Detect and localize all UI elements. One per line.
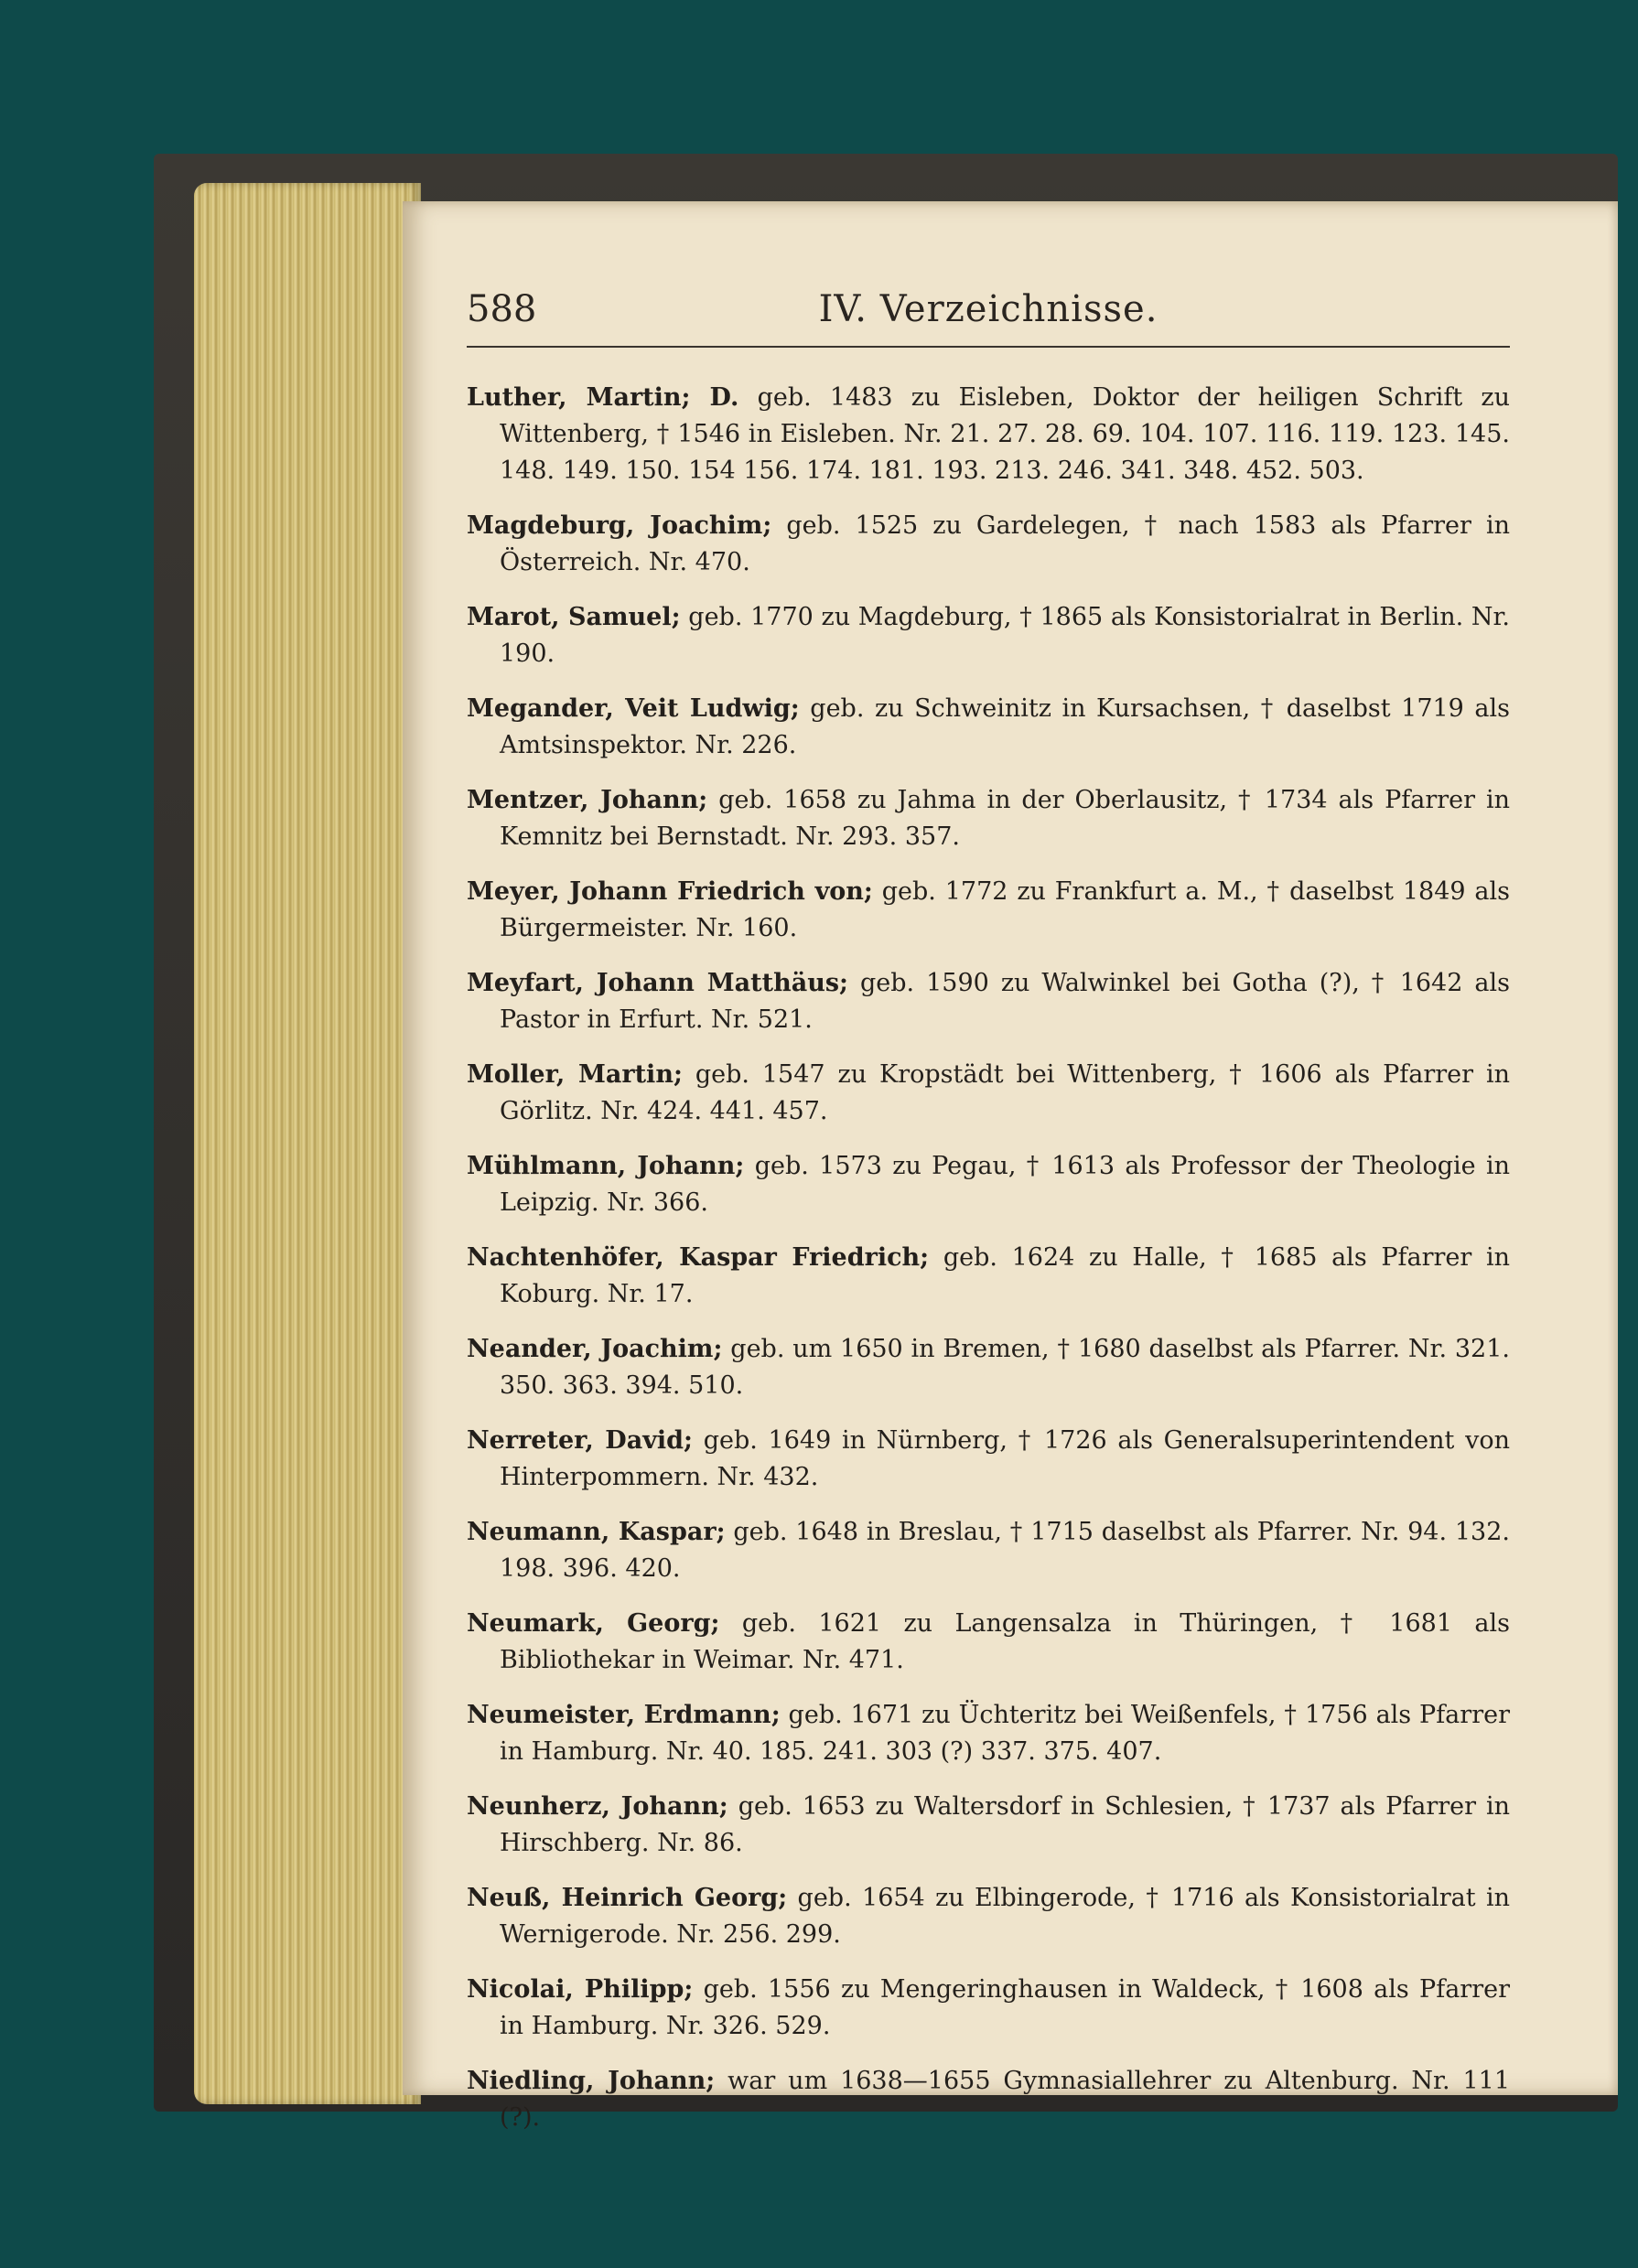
entry-text: geb. 1590 zu Walwinkel bei Gotha (?), † 1642 als Pastor in Erfurt. Nr. 521. xyxy=(500,969,1510,1034)
entry-text: geb. um 1650 in Bremen, † 1680 daselbst als Pfarrer. Nr. 321. 350. 363. 394. 510. xyxy=(500,1335,1510,1400)
entry-name: Neumann, Kaspar; xyxy=(467,1518,726,1546)
entry-text: geb. 1671 zu Üchteritz bei Weißenfels, † 1756 als Pfarrer in Hamburg. Nr. 40. 185. 241. 303 (?) 337. 375. 407. xyxy=(500,1701,1510,1766)
header-rule xyxy=(467,346,1510,348)
list-item xyxy=(467,1514,1510,1587)
list-item xyxy=(467,1880,1510,1953)
entry-text: geb. 1525 zu Gardelegen, † nach 1583 als Pfarrer in Österreich. Nr. 470. xyxy=(500,511,1510,576)
entry-name: Mentzer, Johann; xyxy=(467,786,708,814)
running-head: IV. Verzeichnisse. xyxy=(818,288,1158,330)
list-item xyxy=(467,599,1510,672)
list-item xyxy=(467,1606,1510,1679)
entry-name: Nachtenhöfer, Kaspar Friedrich; xyxy=(467,1243,930,1272)
entry-text: geb. 1654 zu Elbingerode, † 1716 als Konsistorialrat in Wernigerode. Nr. 256. 299. xyxy=(500,1884,1510,1949)
entry-text: geb. 1658 zu Jahma in der Oberlausitz, † 1734 als Pfarrer in Kemnitz bei Bernstadt. Nr. 293. 357. xyxy=(500,786,1510,851)
entry-name: Neumeister, Erdmann; xyxy=(467,1701,781,1729)
entry-text: geb. 1649 in Nürnberg, † 1726 als Generalsuperintendent von Hinterpommern. Nr. 432. xyxy=(500,1426,1510,1491)
entry-name: Neander, Joachim; xyxy=(467,1335,723,1363)
entry-name: Megander, Veit Ludwig; xyxy=(467,694,800,723)
list-item xyxy=(467,1423,1510,1496)
entry-name: Nerreter, David; xyxy=(467,1426,694,1455)
list-item xyxy=(467,965,1510,1038)
entry-name: Niedling, Johann; xyxy=(467,2067,716,2095)
entry-name: Neumark, Georg; xyxy=(467,1609,720,1638)
entry-text: geb. zu Schweinitz in Kursachsen, † daselbst 1719 als Amtsinspektor. Nr. 226. xyxy=(500,694,1510,759)
entry-name: Moller, Martin; xyxy=(467,1060,683,1089)
entry-list xyxy=(467,380,1510,2155)
list-item xyxy=(467,1331,1510,1404)
entry-name: Meyfart, Johann Matthäus; xyxy=(467,969,848,997)
entry-name: Neunherz, Johann; xyxy=(467,1792,728,1821)
entry-name: Magdeburg, Joachim; xyxy=(467,511,772,540)
list-item xyxy=(467,1240,1510,1313)
list-item xyxy=(467,1789,1510,1862)
page-header xyxy=(467,288,1510,343)
list-item xyxy=(467,1057,1510,1130)
list-item xyxy=(467,874,1510,947)
list-item xyxy=(467,1697,1510,1770)
list-item xyxy=(467,1148,1510,1221)
entry-text: geb. 1573 zu Pegau, † 1613 als Professor der Theologie in Leipzig. Nr. 366. xyxy=(500,1152,1510,1217)
page-edges xyxy=(194,183,421,2104)
entry-text: geb. 1547 zu Kropstädt bei Wittenberg, † 1606 als Pfarrer in Görlitz. Nr. 424. 441. 457. xyxy=(500,1060,1510,1125)
entry-text: war um 1638—1655 Gymnasiallehrer zu Altenburg. Nr. 111 (?). xyxy=(500,2067,1510,2132)
entry-text: geb. 1770 zu Magdeburg, † 1865 als Konsistorialrat in Berlin. Nr. 190. xyxy=(500,603,1510,668)
entry-name: Meyer, Johann Friedrich von; xyxy=(467,877,873,906)
entry-text: geb. 1772 zu Frankfurt a. M., † daselbst 1849 als Bürgermeister. Nr. 160. xyxy=(500,877,1511,942)
list-item xyxy=(467,508,1510,581)
list-item xyxy=(467,1972,1510,2045)
entry-text: geb. 1648 in Breslau, † 1715 daselbst als Pfarrer. Nr. 94. 132. 198. 396. 420. xyxy=(500,1518,1510,1583)
entry-text: geb. 1621 zu Langensalza in Thüringen, † 1681 als Bibliothekar in Weimar. Nr. 471. xyxy=(500,1609,1510,1674)
entry-text: geb. 1556 zu Mengeringhausen in Waldeck, † 1608 als Pfarrer in Hamburg. Nr. 326. 529. xyxy=(500,1975,1510,2040)
entry-name: Nicolai, Philipp; xyxy=(467,1975,694,2004)
page-number: 588 xyxy=(467,288,537,330)
list-item xyxy=(467,782,1510,855)
entry-text: geb. 1483 zu Eisleben, Doktor der heiligen Schrift zu Wittenberg, † 1546 in Eisleben. Nr. 21. 27. 28. 69. 104. 107. 116. 119. 123. 145. 148. 149. 150. 154 156. 174. 181. 193. 213. 246. 341. 348. 452. 503. xyxy=(500,383,1511,485)
entry-name: Luther, Martin; D. xyxy=(467,383,739,412)
list-item xyxy=(467,691,1510,764)
list-item xyxy=(467,380,1510,489)
entry-text: geb. 1653 zu Waltersdorf in Schlesien, † 1737 als Pfarrer in Hirschberg. Nr. 86. xyxy=(500,1792,1510,1857)
entry-name: Marot, Samuel; xyxy=(467,603,681,631)
entry-text: geb. 1624 zu Halle, † 1685 als Pfarrer in Koburg. Nr. 17. xyxy=(500,1243,1511,1308)
entry-name: Neuß, Heinrich Georg; xyxy=(467,1884,788,1912)
list-item xyxy=(467,2063,1510,2136)
book-page xyxy=(403,201,1618,2132)
entry-name: Mühlmann, Johann; xyxy=(467,1152,745,1180)
